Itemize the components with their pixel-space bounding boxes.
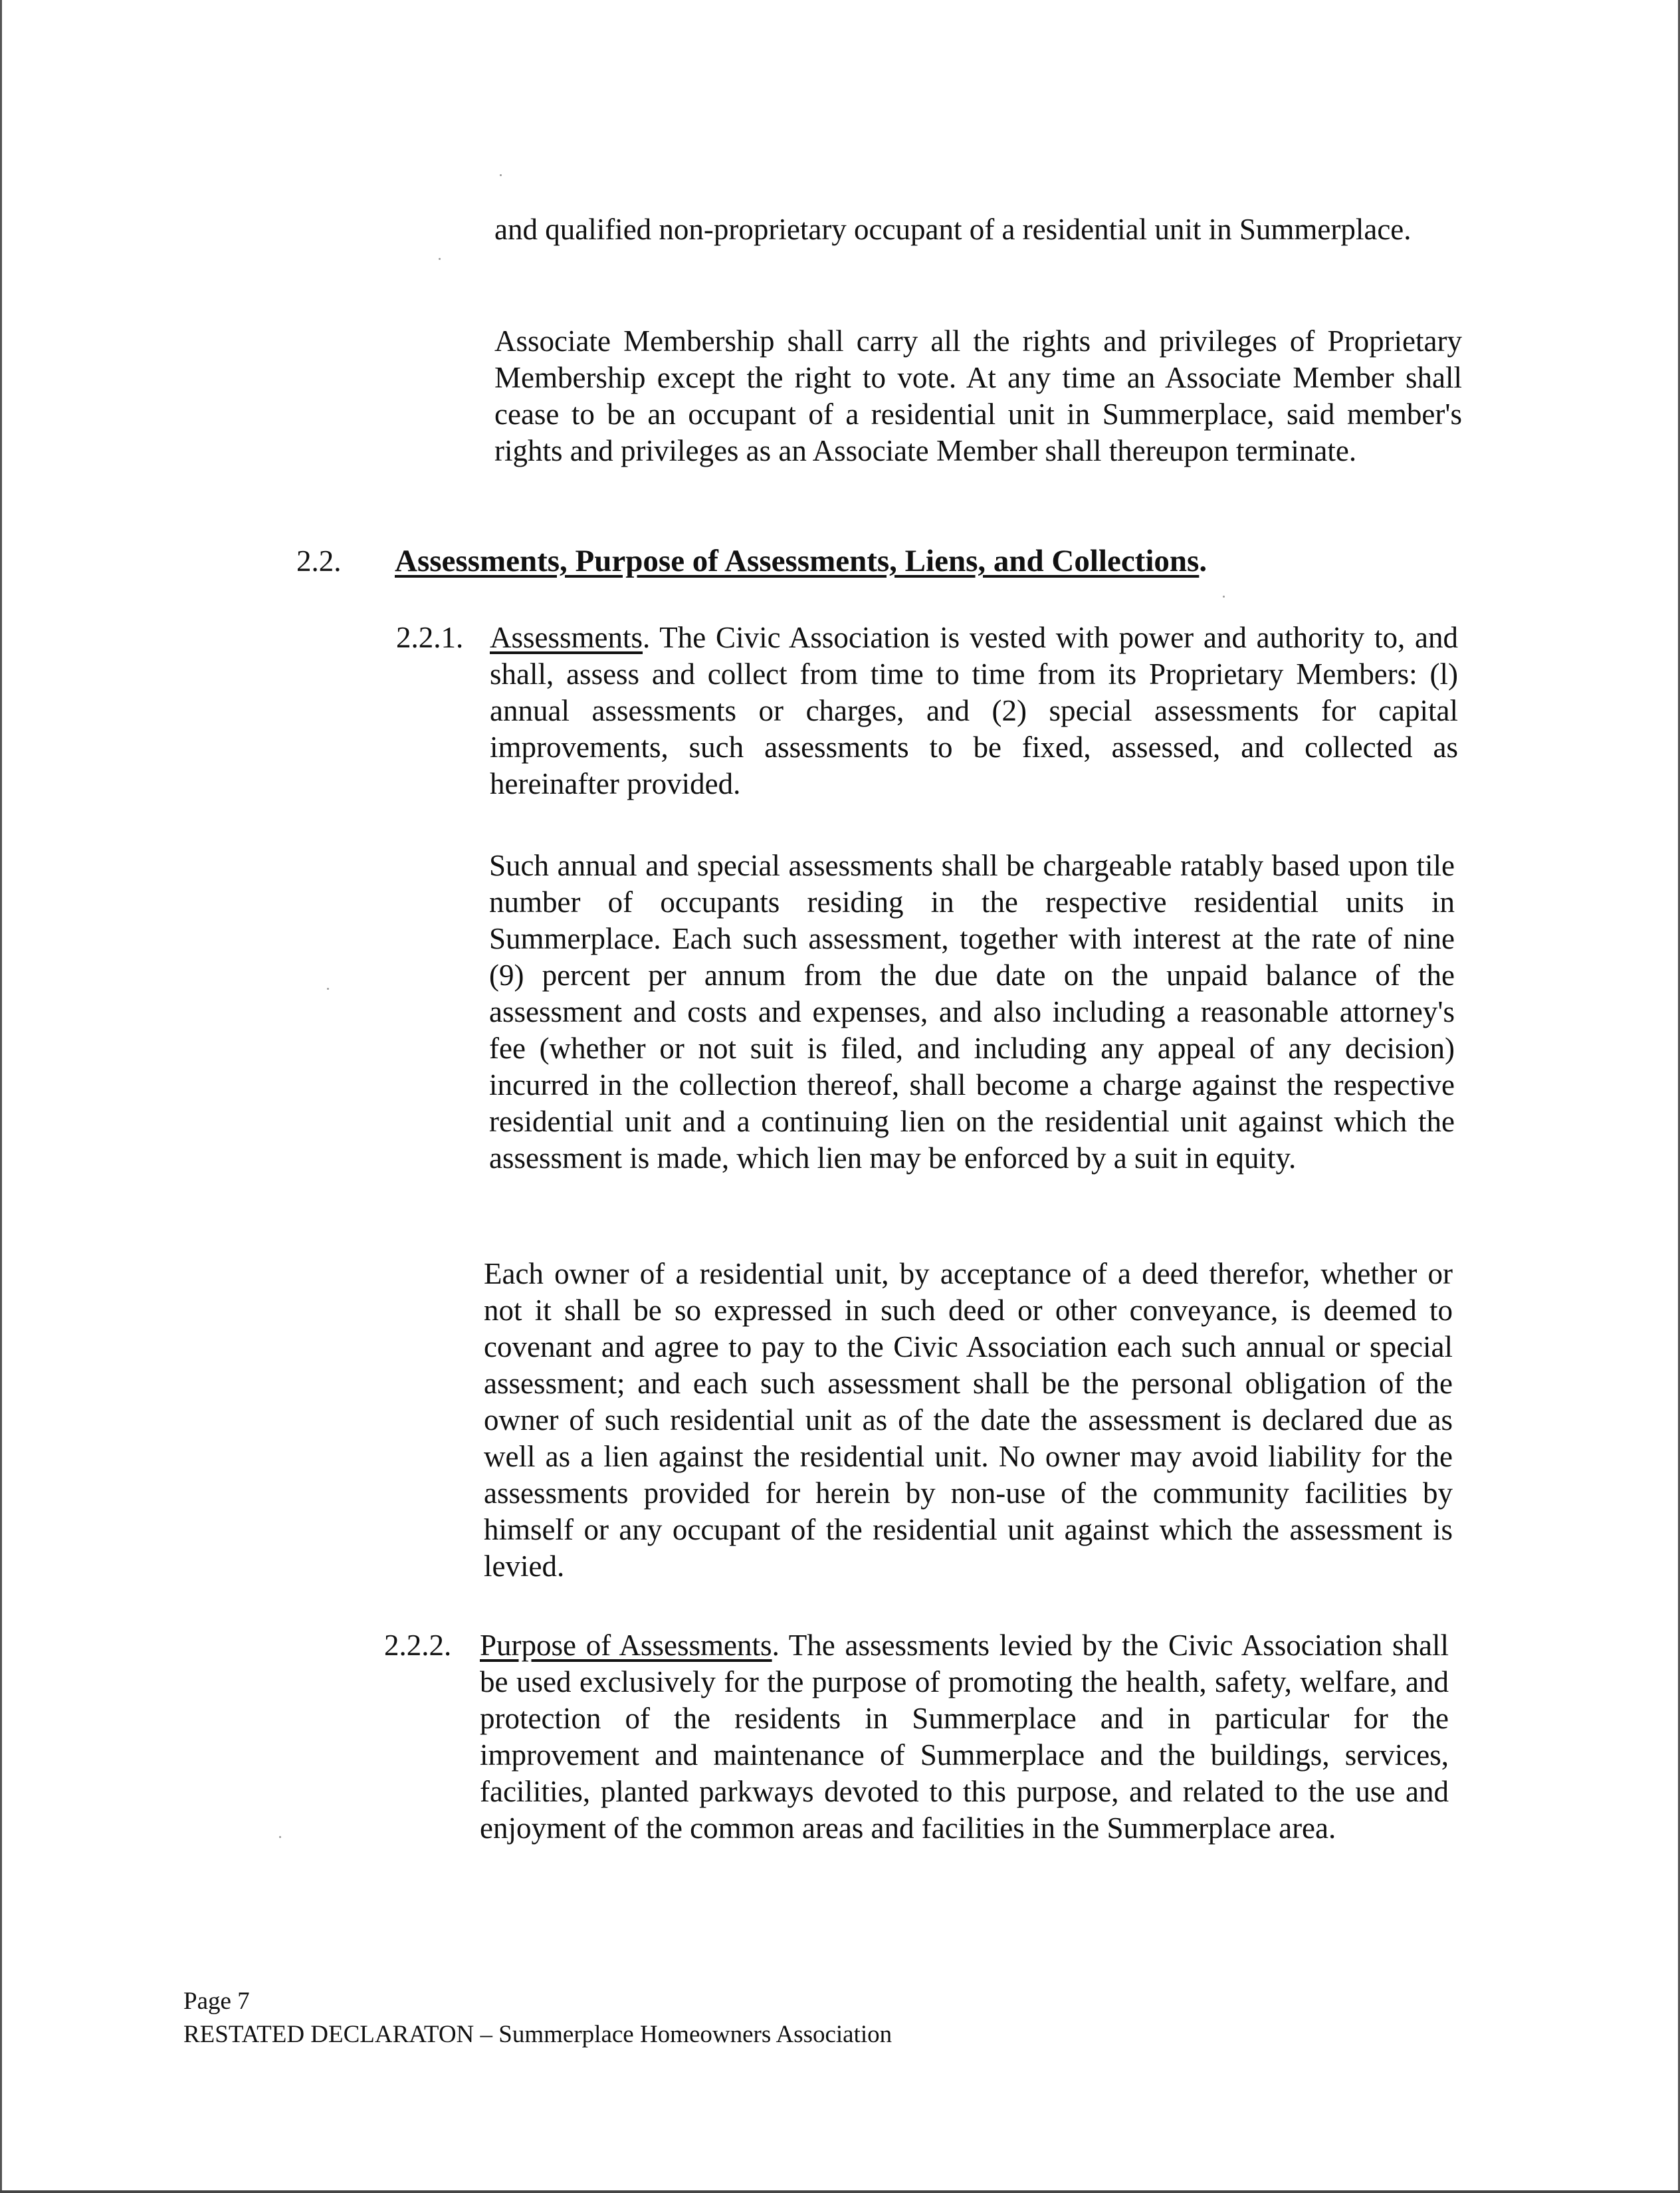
scan-speck: [327, 988, 329, 990]
section-number-2-2-1: 2.2.1.: [396, 621, 464, 654]
continuation-paragraph: and qualified non-proprietary occupant of a residential unit in Summerplace.: [494, 213, 1412, 246]
section-heading-2-2: [395, 542, 1392, 580]
section-2-2-1-paragraph-2: Such annual and special assessments shall be chargeable ratably based upon tile number of occupants residing in the respective residential units in Summerplace. Each such assessment, together with interest at the rate of nine (9) percent per annum from the due date on the unpaid balance of the assessment and costs and expenses, and also including a reasonable attorney's fee (whether or not suit is filed, and including any appeal of any decision) incurred in the collection thereof, shall become a charge against the respective residential unit and a continuing lien on the residential unit against which the assessment is made, which lien may be enforced by a suit in equity.: [489, 849, 1455, 1175]
page-border-left: [0, 0, 2, 2193]
scan-speck: [500, 174, 502, 176]
section-2-2-2-text: . The assessments levied by the Civic Association shall be used exclusively for the purpose of promoting the health, safety, welfare, and protection of the residents in Summerplace and in particular for the improvement and maintenance of Summerplace and the buildings, services, facilities, planted parkways devoted to this purpose, and related to the use and enjoyment of the common areas and facilities in the Summerplace area.: [480, 1629, 1449, 1845]
section-heading-2-2-period: .: [1199, 544, 1208, 578]
section-2-2-2-title: Purpose of Assessments: [480, 1629, 772, 1662]
section-2-2-1-text: . The Civic Association is vested with power and authority to, and shall, assess and collect from time to time from its Proprietary Members: (l) annual assessments or charges, and (2) special assessments for capital improvements, such assessments to be fixed, assessed, and collected as hereinafter provided.: [490, 621, 1458, 800]
associate-membership-paragraph: Associate Membership shall carry all the rights and privileges of Proprietary Membership except the right to vote. At any time an Associate Member shall cease to be an occupant of a residential unit in Summerplace, said member's rights and privileges as an Associate Member shall thereupon terminate.: [494, 324, 1462, 467]
section-heading-2-2-title: Assessments, Purpose of Assessments, Liens, and Collections: [395, 544, 1200, 578]
scan-speck: [279, 1836, 281, 1838]
section-2-2-1-paragraph-1: [490, 620, 1458, 802]
section-2-2-1-title: Assessments: [490, 621, 643, 654]
footer-page-number: Page 7: [183, 1988, 250, 2015]
section-number-2-2: 2.2.: [296, 544, 342, 578]
scan-speck: [439, 258, 441, 260]
section-2-2-2-paragraph: [480, 1627, 1449, 1847]
page-border-bottom: [0, 2190, 1680, 2193]
section-2-2-1-paragraph-3: Each owner of a residential unit, by acceptance of a deed therefor, whether or not it shall be so expressed in such deed or other conveyance, is deemed to covenant and agree to pay to the Civic Association each such annual or special assessment; and each such assessment shall be the personal obligation of the owner of such residential unit as of the date the assessment is declared due as well as a lien against the residential unit. No owner may avoid liability for the assessments provided for herein by non-use of the community facilities by himself or any occupant of the residential unit against which the assessment is levied.: [484, 1257, 1453, 1583]
section-number-2-2-2: 2.2.2.: [384, 1629, 452, 1662]
footer-dash: –: [474, 2021, 499, 2048]
footer-document-title: [183, 2020, 1114, 2050]
scan-speck: [1223, 596, 1225, 598]
footer-doc-title: RESTATED DECLARATON: [183, 2021, 474, 2048]
footer-association: Summerplace Homeowners Association: [498, 2021, 892, 2048]
